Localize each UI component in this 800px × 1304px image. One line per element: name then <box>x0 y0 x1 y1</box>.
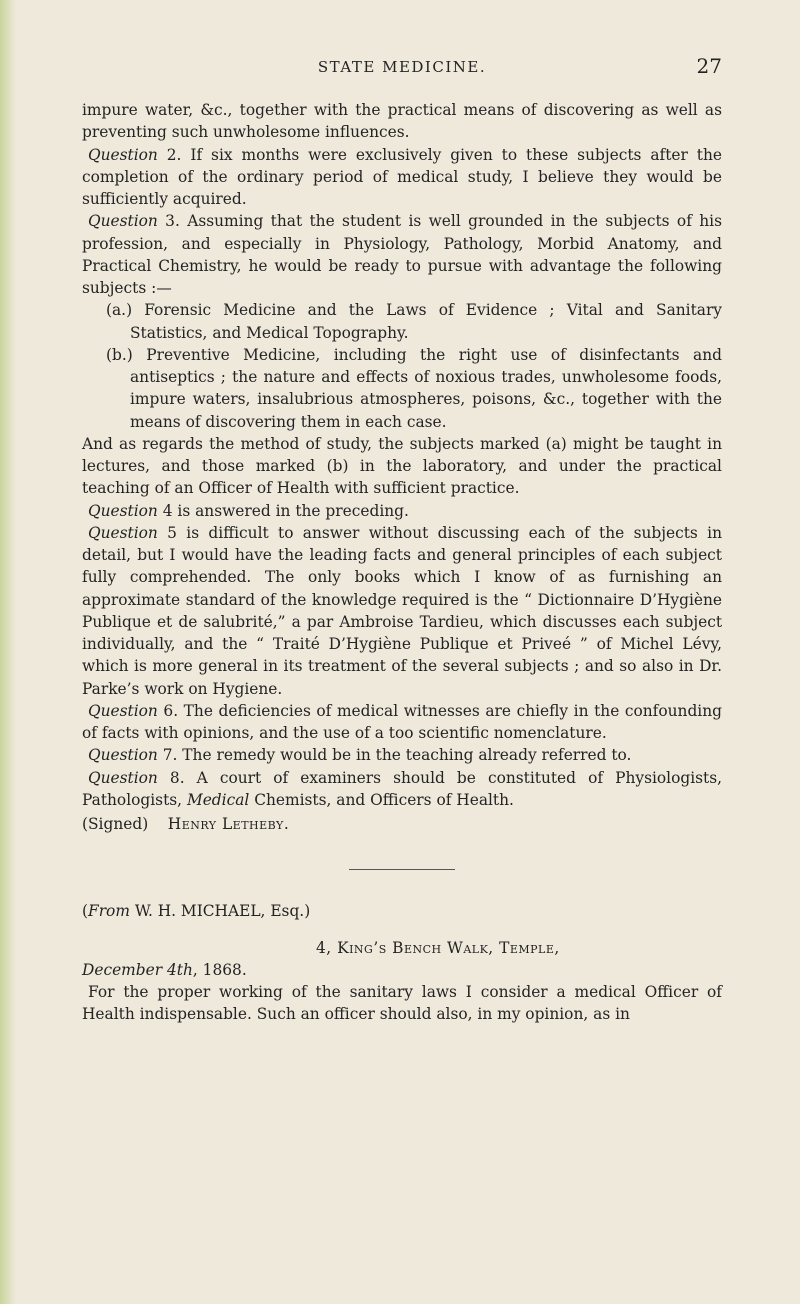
question-label: Question <box>88 212 158 231</box>
question-text: Chemists, and Officers of Health. <box>249 790 514 809</box>
letter-from-line <box>82 900 722 922</box>
question-6 <box>82 700 722 745</box>
question-text: 2. If six months were exclusively given to these subjects after the completion of the ordinary period of medical study, I believe they would be sufficiently acquired. <box>82 145 722 208</box>
signatory-name: Henry Letheby. <box>167 815 290 833</box>
question-label: Question <box>88 701 158 720</box>
from-label: From <box>88 902 130 921</box>
signature-line <box>82 813 722 835</box>
list-item-b: (b.) Preventive Medicine, including the right use of disinfectants and antiseptics ; the nature and effects of noxious trades, unwholesome foods, impure waters, insalubrious atmospheres, poisons, &c., together with the means of discovering them in each case. <box>106 345 722 431</box>
question-text: 5 is difficult to answer without discussing each of the subjects in detail, but I would have the leading facts and general principles of each subject fully comprehended. The only books which I know of as furnishing an approximate standard of the knowledge required is the “ Dictionnaire D’Hygiène Publique et de salubrité,” a par Ambroise Tardieu, which discusses each subject individually, and the “ Traité D’Hygiène Publique et Priveé ” of Michel Lévy, which is more general in its treatment of the several subjects ; and so also in Dr. Parke’s work on Hygiene. <box>82 523 722 698</box>
question-label: Question <box>88 768 158 787</box>
signed-label: (Signed) <box>82 815 149 833</box>
page-edge-shadow <box>0 0 16 1304</box>
section-divider <box>349 869 455 870</box>
question-text: 8. A court of examiners should be constituted of Physiologists, Pathologists, <box>82 768 722 809</box>
question-label: Question <box>88 746 158 765</box>
question-text: 7. The remedy would be in the teaching already referred to. <box>157 746 632 765</box>
question-label: Question <box>88 523 158 542</box>
question-7 <box>82 744 722 766</box>
question-text: 6. The deficiencies of medical witnesses are chiefly in the confounding of facts with opinions, and the use of a too scientific nomenclature. <box>82 701 722 742</box>
letter-date <box>82 959 722 981</box>
letter-address: 4, King’s Bench Walk, Temple, <box>316 938 560 957</box>
running-title: STATE MEDICINE. <box>317 58 487 76</box>
date-text: December 4th <box>82 960 193 979</box>
question-text: 3. Assuming that the student is well grounded in the subjects of his profession, and especially in Physiology, Pathology, Morbid Anatomy, and Practical Chemistry, he would be ready to pursue with advantage the following subjects :— <box>82 212 722 297</box>
page-number: 27 <box>696 54 722 78</box>
question-text: 4 is answered in the preceding. <box>157 501 409 520</box>
paragraph-continuation: impure water, &c., together with the practical means of discovering as well as preventing such unwholesome influences. <box>82 101 722 142</box>
letter-body: For the proper working of the sanitary laws I consider a medical Officer of Health indispensable. Such an officer should also, in my opinion, as in <box>82 983 722 1024</box>
question-4 <box>82 500 722 522</box>
open-paren: ( <box>82 902 89 921</box>
question-5 <box>82 522 722 700</box>
question-label: Question <box>88 145 158 164</box>
page-body <box>82 99 722 1026</box>
method-paragraph: And as regards the method of study, the subjects marked (a) might be taught in lectures, and those marked (b) in the laboratory, and under the practical teaching of an Officer of Health with sufficient practice. <box>82 434 722 498</box>
from-name: W. H. MICHAEL, Esq. <box>129 902 305 921</box>
question-2 <box>82 144 722 211</box>
list-item-a: (a.) Forensic Medicine and the Laws of Evidence ; Vital and Sanitary Statistics, and Medical Topography. <box>106 301 722 342</box>
question-label: Question <box>88 501 158 520</box>
page-header <box>82 56 722 82</box>
question-8 <box>82 767 722 812</box>
question-3 <box>82 210 722 299</box>
medical-italic: Medical <box>186 790 250 809</box>
date-year: , 1868. <box>192 960 247 979</box>
close-paren: ) <box>304 902 311 921</box>
